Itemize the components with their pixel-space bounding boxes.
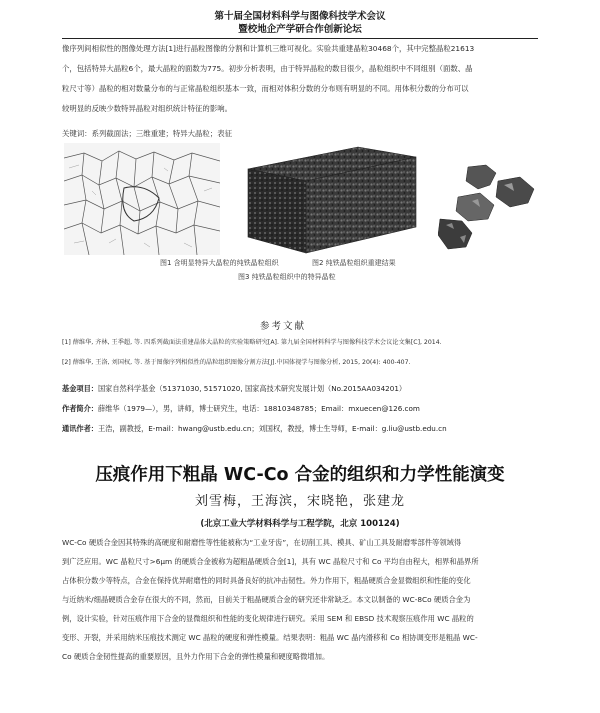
figure-1-caption: 图1 含明显特异大晶粒的纯铁晶粒组织 [160, 259, 279, 267]
funding-text: 国家自然科学基金（51371030, 51571020, 国家高技术研究发展计划（No.2015AA034201） [97, 384, 407, 393]
figure-3-abnormal-grains [438, 163, 538, 253]
header-rule [62, 38, 538, 39]
references-heading: 参考文献 [260, 321, 307, 332]
article-affiliation: (北京工业大学材料科学与工程学院，北京 100124) [200, 519, 400, 529]
author-bio-label: 作者简介： [62, 404, 98, 413]
article-abstract-line: 例，设计实验，针对压痕作用下合金的显微组织和性能的变化规律进行研究。采用 SEM 和 EBSD 技术观察压痕作用 WC 晶粒的 [62, 614, 474, 623]
article-abstract-line: 占体积分数少等特点，合金在保持优异耐磨性的同时具备良好的抗冲击韧性。外力作用下，粗晶硬质合金显微组织和性能的变化 [62, 576, 471, 585]
abstract-line: 像序列间相似性的图像处理方法[1]进行晶粒图像的分割和计算机三维可视化。实验共重建晶粒30468个，其中完整晶粒21613 [62, 44, 475, 53]
article-abstract-line: 变形、开裂，并采用纳米压痕技术测定 WC 晶粒的硬度和弹性模量。结果表明：粗晶 WC 晶内滑移和 Co 相协调变形是粗晶 WC- [62, 633, 478, 642]
author-bio-text: 薛维华（1979—），男，讲师，博士研究生，电话：18810348785；Email：mxuecen@126.com [97, 404, 420, 413]
reference-item: [2] 薛维华, 王洛, 刘国权, 等. 基于图像序列相似性的晶粒组织图像分割方法[J].中国体视学与图像分析, 2015, 20(4): 400-407. [62, 359, 411, 366]
reference-item: [1] 薛维华, 齐林, 王季超, 等. 四系列截面法重建晶体大晶粒的实验策略研究[A]. 第九届全国材料科学与图像科技学术会议论文集[C], 2014. [62, 339, 442, 346]
article-abstract-line: 到广泛应用。WC 晶粒尺寸>6μm 的硬质合金被称为超粗晶硬质合金[1]，具有 WC 晶粒尺寸和 Co 平均自由程大，相界和晶界所 [62, 557, 479, 566]
figure-2-reconstruction [238, 141, 422, 259]
keywords: 关键词：系列截面法；三维重建；特异大晶粒；表征 [62, 129, 232, 138]
funding-line [62, 384, 406, 394]
article-abstract-line: WC-Co 硬质合金因其特殊的高硬度和耐磨性等性能被称为“工业牙齿”，在切削工具、模具、矿山工具及耐磨零部件等领域得 [62, 538, 462, 547]
conference-header [60, 10, 540, 36]
abstract-line: 较明显的反映少数特异晶粒对组织统计特征的影响。 [62, 104, 232, 113]
article-abstract-line: 与近纳米/细晶硬质合金存在很大的不同，然而，目前关于粗晶硬质合金的研究还非常缺乏。本文以制备的 WC-8Co 硬质合金为 [62, 595, 471, 604]
corresponding-author-text: 王浩，副教授，E-mail：hwang@ustb.edu.cn；刘国权，教授，博士生导师，E-mail：g.liu@ustb.edu.cn [97, 424, 447, 433]
figure-2-caption: 图2 纯铁晶粒组织重建结果 [312, 259, 396, 267]
conference-subtitle: 暨校地企产学研合作创新论坛 [238, 24, 362, 35]
conference-title: 第十届全国材料科学与图像科技学术会议 [214, 11, 386, 22]
article-title: 压痕作用下粗晶 WC-Co 合金的组织和力学性能演变 [95, 465, 505, 485]
article-abstract-line: Co 硬质合金韧性提高的重要原因，且外力作用下合金的弹性模量和硬度略微增加。 [62, 652, 330, 661]
abstract-line: 粒尺寸等）晶粒的相对数量分布的与正常晶粒组织基本一致，而相对体积分数的分布则有明显的不同。用体积分数的分布可以 [62, 84, 469, 93]
article-authors: 刘雪梅，王海滨，宋晓艳，张建龙 [194, 494, 405, 509]
corresponding-author-line [62, 424, 447, 434]
author-bio-line [62, 404, 420, 414]
abstract-line: 个，包括特异大晶粒6个，最大晶粒的面数为775。初步分析表明，由于特异晶粒的数目很少，晶粒组织中不同组别（面数、晶 [62, 64, 473, 73]
corresponding-author-label: 通讯作者： [62, 424, 98, 433]
figure-3-caption: 图3 纯铁晶粒组织中的特异晶粒 [238, 273, 336, 281]
figure-1-micrograph [64, 143, 220, 255]
funding-label: 基金项目： [62, 384, 98, 393]
